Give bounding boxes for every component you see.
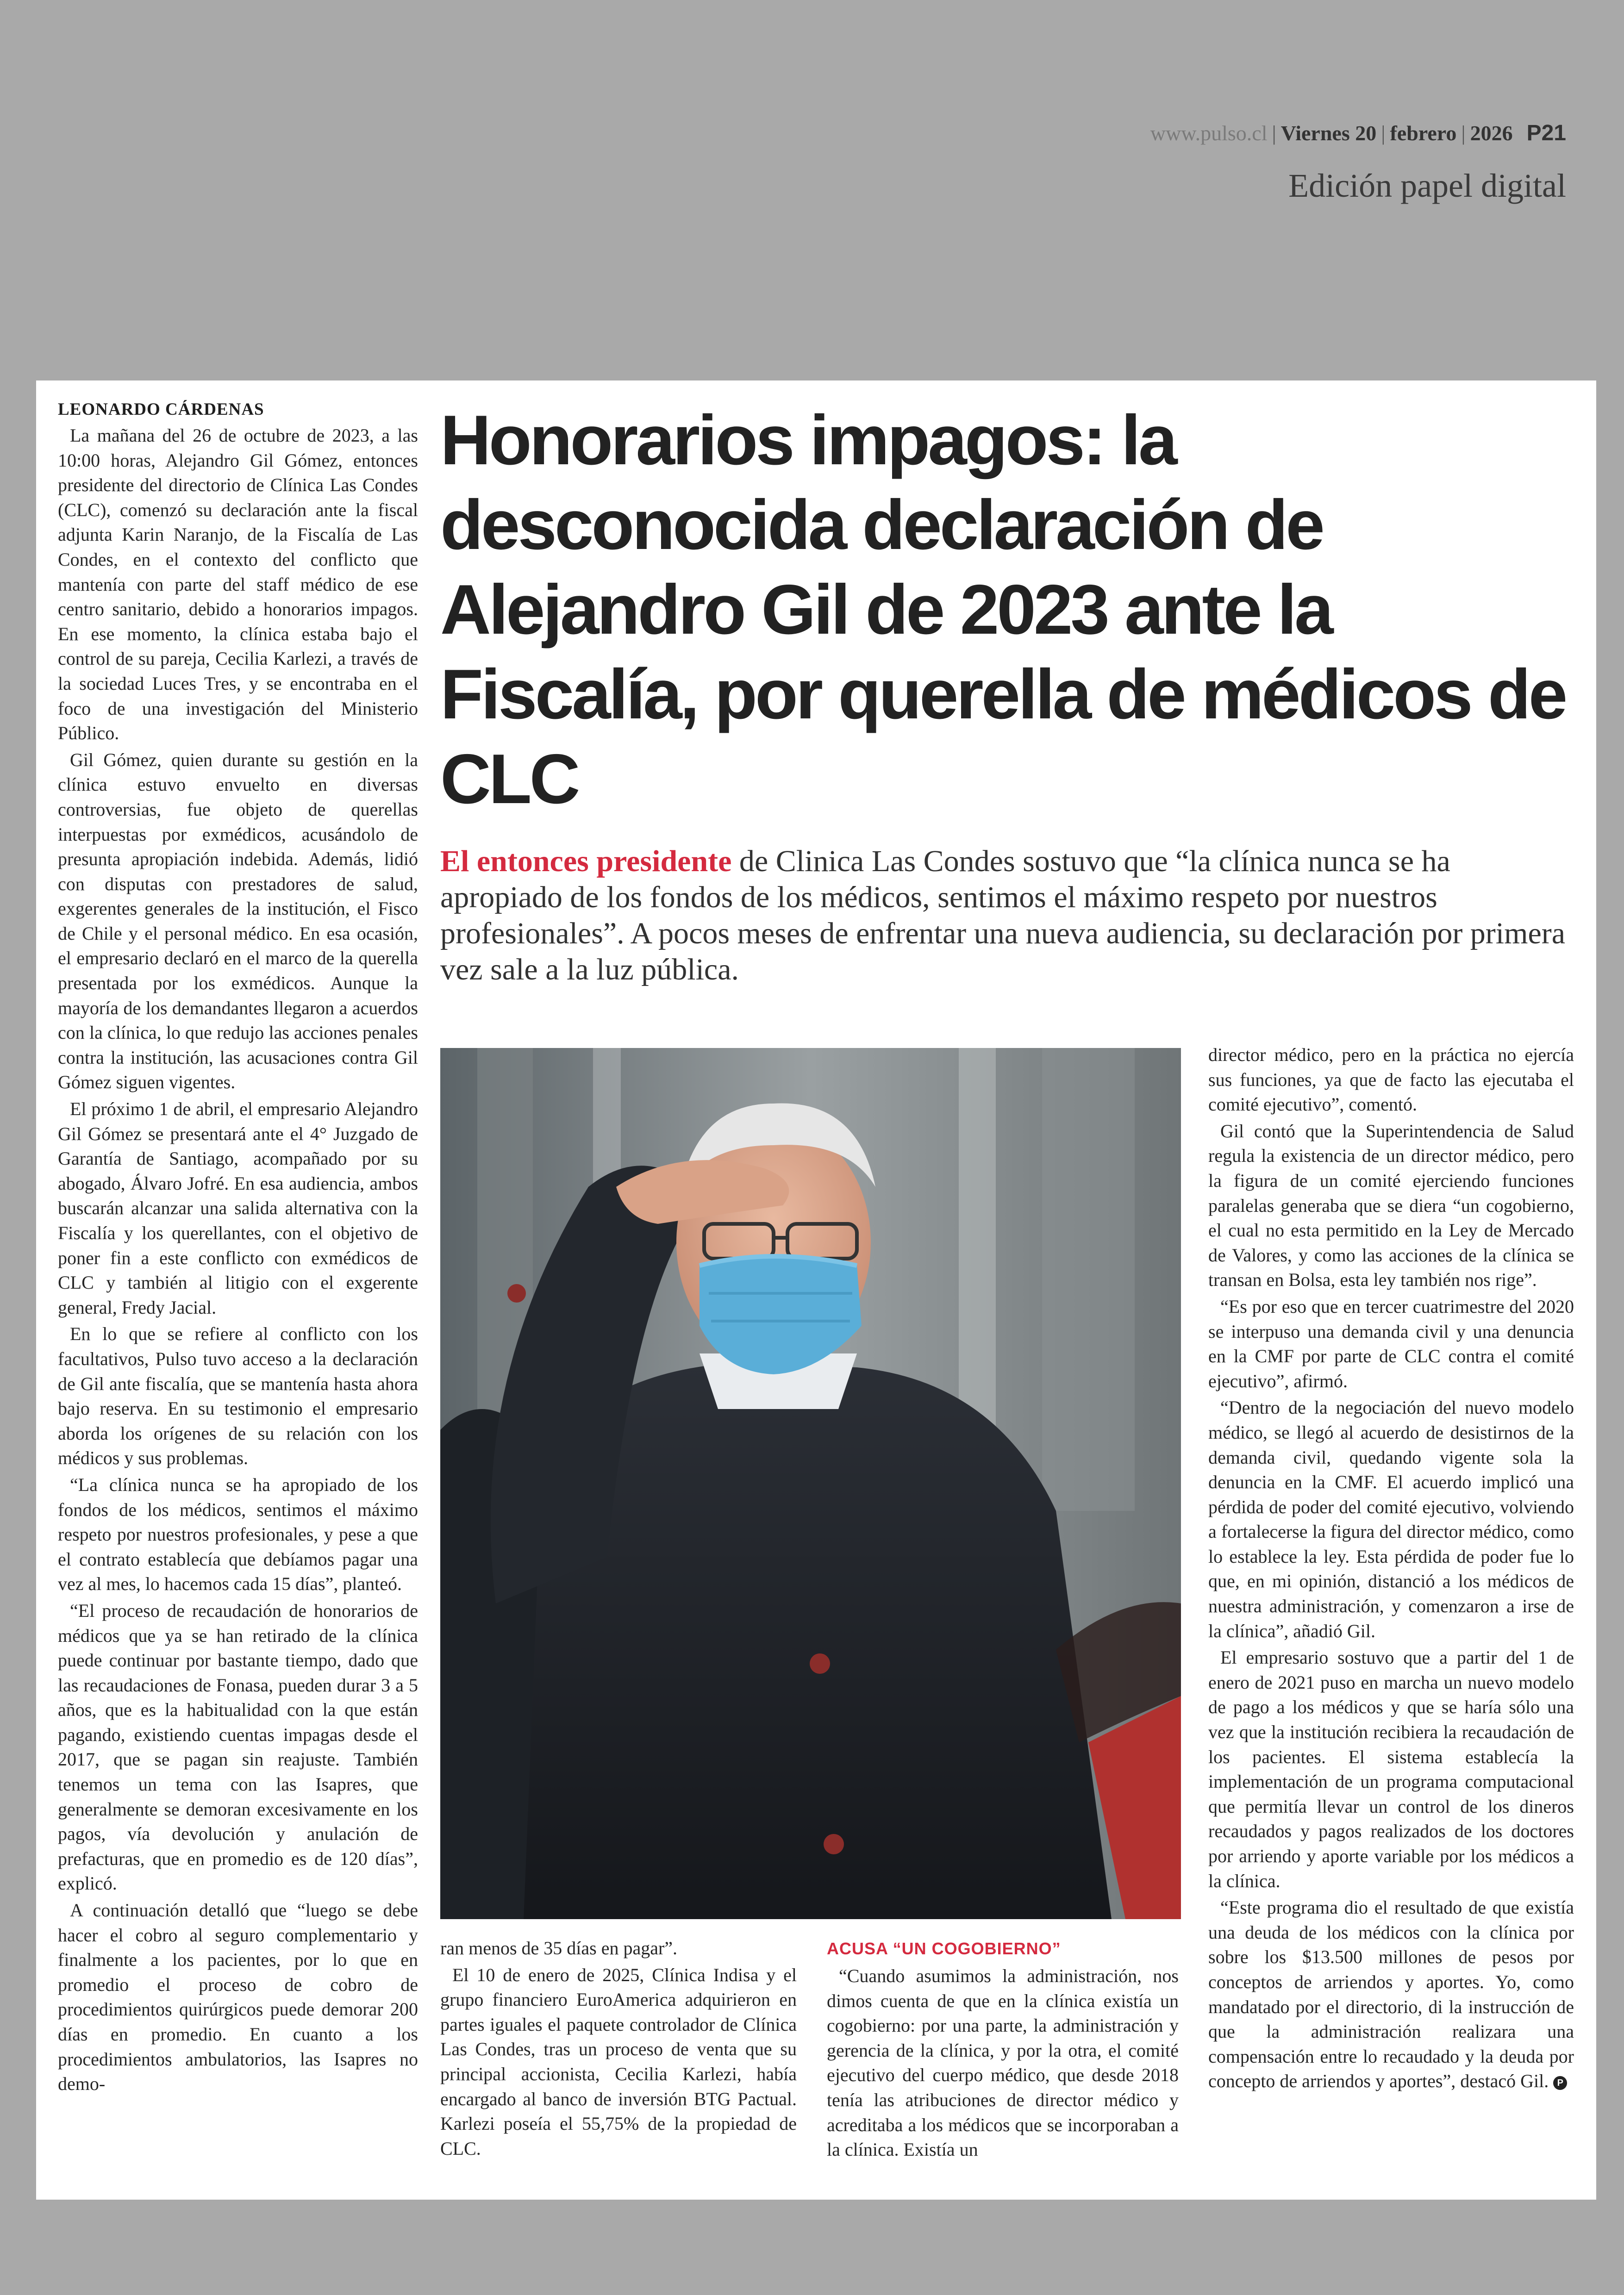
- masthead-year: 2026: [1470, 121, 1513, 145]
- paragraph: El próximo 1 de abril, el empresario Alejandro Gil Gómez se presentará ante el 4° Juzgado de Garantía de Santiago, acompañado por su abogado, Álvaro Jofré. En esa audiencia, ambos buscarán alcanzar una salida alternativa con la Fiscalía y los querellantes, con el objetivo de poner fin a este conflicto con exmédicos de CLC y también al litigio con el exgerente general, Fredy Jacial.: [58, 1098, 418, 1318]
- byline: LEONARDO CÁRDENAS: [58, 400, 264, 419]
- article-column-1: [58, 398, 418, 2096]
- deck: [440, 843, 1565, 988]
- deck-lead: El entonces presidente: [440, 844, 732, 878]
- masthead: [1150, 119, 1566, 211]
- paragraph: A continuación detalló que “luego se debe hacer el cobro al seguro complementario y finalmente a los pacientes, por lo que en promedio el proceso de cobro de procedimientos quirúrgicos puede demorar 200 días en promedio. En cuanto a los procedimientos ambulatorios, las Isapres no demo-: [58, 1900, 418, 2095]
- paragraph: ran menos de 35 días en pagar”.: [440, 1938, 678, 1958]
- paragraph-text: “Este programa dio el resultado de que existía una deuda de los médicos con la clínica por sobre los $13.500 millones de pesos por conceptos de arriendos y aportes. Yo, como mandatado por el directorio, di la instrucción de que la administración realizara una compensación entre lo recaudado y la deuda por concepto de arriendos y aportes”, destacó Gil.: [1208, 1897, 1574, 2092]
- separator: |: [1272, 121, 1276, 145]
- separator: |: [1461, 121, 1466, 145]
- headline: Honorarios impagos: la desconocida declaración de Alejandro Gil de 2023 ante la Fiscalía, por querella de médicos de CLC: [440, 401, 1566, 818]
- paragraph: El empresario sostuvo que a partir del 1 de enero de 2021 puso en marcha un nuevo modelo de pago a los médicos y que se haría sólo una vez que la institución recibiera la recaudación de los pacientes. El sistema establecía la implementación de un programa computacional que permitía llevar un control de los dineros recaudados y pagos realizados de los doctores por arriendo y aporte variable por los médicos a la clínica.: [1208, 1647, 1574, 1891]
- paragraph: La mañana del 26 de octubre de 2023, a las 10:00 horas, Alejandro Gil Gómez, entonces presidente del directorio de Clínica Las Condes (CLC), comenzó su declaración ante la fiscal adjunta Karin Naranjo, de la Fiscalía de Las Condes, en el contexto del conflicto que mantenía con parte del staff médico de ese centro sanitario, debido a honorarios impagos. En ese momento, la clínica estaba bajo el control de su pareja, Cecilia Karlezi, a través de la sociedad Luces Tres, y se encontraba en el foco de una investigación del Ministerio Público.: [58, 425, 418, 744]
- deck-text: de Clinica Las Condes sostuvo que “la clínica nunca se ha apropiado de los fondos de los médicos, sentimos el máximo respeto por nuestros profesionales”. A pocos meses de enfrentar una nueva audiencia, su declaración por primera vez sale a la luz pública.: [440, 844, 1566, 986]
- masthead-weekday: Viernes 20: [1280, 121, 1377, 145]
- article-photo: [440, 1048, 1181, 1919]
- paragraph: Gil Gómez, quien durante su gestión en la clínica estuvo envuelto en diversas controversias, fue objeto de querellas interpuestas por exmédicos, acusándolo de presunta apropiación indebida. Además, lidió con disputas con prestadores de salud, exgerentes generales de la institución, el Fisco de Chile y el personal médico. En esa ocasión, el empresario declaró en el marco de la querella presentada por los exmédicos. Aunque la mayoría de los demandantes llegaron a acuerdos con la clínica, lo que redujo las acciones penales contra la institución, las acusaciones contra Gil Gómez siguen vigentes.: [58, 749, 418, 1093]
- paragraph: “La clínica nunca se ha apropiado de los fondos de los médicos, sentimos el máximo respeto por nuestros profesionales, y pese a que el contrato establecía que debíamos pagar una vez al mes, lo hacemos cada 15 días”, planteó.: [58, 1474, 418, 1595]
- end-mark-icon: P: [1553, 2076, 1567, 2090]
- page-number: P21: [1526, 121, 1566, 145]
- newspaper-page: [36, 380, 1596, 2200]
- paragraph: “Cuando asumimos la administración, nos dimos cuenta de que en la clínica existía un cogobierno: por una parte, la administración y gerencia de la clínica, y por la otra, el comité ejecutivo del cuerpo médico, que desde 2018 tenía las atribuciones de director médico y acreditaba a los médicos que se incorporaban a la clínica. Existía un: [827, 1965, 1179, 2160]
- article-column-4: [1208, 1042, 1574, 2094]
- article-column-3: [827, 1936, 1179, 2162]
- paragraph: En lo que se refiere al conflicto con los facultativos, Pulso tuvo acceso a la declaración de Gil ante fiscalía, que se mantenía hasta ahora bajo reserva. En su testimonio el empresario aborda los orígenes de su relación con los médicos y sus problemas.: [58, 1323, 418, 1469]
- paragraph: El 10 de enero de 2025, Clínica Indisa y el grupo financiero EuroAmerica adquirieron en partes iguales el paquete controlador de Clínica Las Condes, tras un proceso de venta que su principal accionista, Cecilia Karlezi, había encargado al banco de inversión BTG Pactual. Karlezi poseía el 55,75% de la propiedad de CLC.: [440, 1964, 797, 2159]
- photo-illustration: [440, 1048, 1181, 1919]
- masthead-line: [1150, 119, 1566, 147]
- separator: |: [1381, 121, 1386, 145]
- paragraph: “Es por eso que en tercer cuatrimestre del 2020 se interpuso una demanda civil y una denuncia en la CMF por parte de CLC contra el comité ejecutivo”, afirmó.: [1208, 1296, 1574, 1391]
- masthead-url[interactable]: www.pulso.cl: [1150, 121, 1268, 145]
- edition-label: Edición papel digital: [1288, 167, 1566, 204]
- subheading: ACUSA “UN COGOBIERNO”: [827, 1939, 1061, 1958]
- masthead-month: febrero: [1390, 121, 1457, 145]
- paragraph: “Dentro de la negociación del nuevo modelo médico, se llegó al acuerdo de desistirnos de la demanda civil, quedando vigente sola la denuncia en la CMF. El acuerdo implicó una pérdida de poder del comité ejecutivo, volviendo a fortalecerse la figura del director médico, como lo establece la ley. Esta pérdida de poder fue lo que, en mi opinión, distanció a los médicos de nuestra administración, y comenzaron a irse de la clínica”, añadió Gil.: [1208, 1397, 1574, 1641]
- paragraph: director médico, pero en la práctica no ejercía sus funciones, ya que de facto las ejecutaba el comité ejecutivo”, comentó.: [1208, 1044, 1574, 1115]
- paragraph: “El proceso de recaudación de honorarios de médicos que ya se han retirado de la clínica puede continuar por bastante tiempo, dado que las recaudaciones de Fonasa, pueden durar 3 a 5 años, que es la habitualidad con la que están pagando, existiendo cuentas impagas desde el 2017, que se pagan sin reajuste. También tenemos un tema con las Isapres, que generalmente se demoran excesivamente en los pagos, vía devolución y anulación de prefacturas, que en promedio es de 120 días”, explicó.: [58, 1600, 418, 1894]
- article-column-2: [440, 1936, 797, 2161]
- paragraph: [1208, 1895, 1574, 2094]
- paragraph: Gil contó que la Superintendencia de Salud regula la existencia de un director médico, pero la figura de un comité ejerciendo funciones paralelas generaba que se diera “un cogobierno, el cual no esta permitido en la Ley de Mercado de Valores, y como las acciones de la clínica se transan en Bolsa, esta ley también nos rige”.: [1208, 1120, 1574, 1291]
